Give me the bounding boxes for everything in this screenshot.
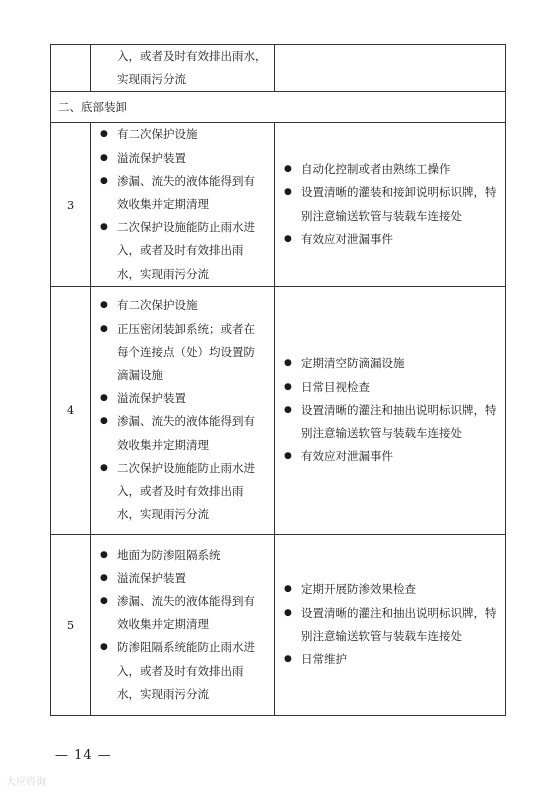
list-item: ● 溢流保护装置 — [91, 387, 266, 410]
list-item: ● 渗漏、流失的液体能得到有效收集并定期清理 — [91, 410, 266, 456]
page-number: — 14 — — [55, 748, 112, 763]
requirements-cell — [275, 45, 506, 92]
section-heading-row — [51, 92, 506, 123]
list-item: ● 有效应对泄漏事件 — [275, 228, 497, 251]
bullet-icon: ● — [284, 654, 292, 665]
requirements-cell — [275, 123, 506, 286]
row-number-cell: 4 — [51, 286, 91, 534]
measures-list — [91, 544, 274, 706]
table-row-continued — [51, 45, 506, 92]
row-number-cell: 5 — [51, 534, 91, 715]
list-item: ● 二次保护设施能防止雨水进入，或者及时有效排出雨水，实现雨污分流 — [91, 216, 266, 286]
bullet-icon: ● — [284, 164, 292, 175]
requirements-list — [275, 578, 505, 671]
list-item: ● 有二次保护设施 — [91, 123, 266, 146]
list-item: ● 渗漏、流失的液体能得到有效收集并定期清理 — [91, 170, 266, 216]
measures-cell — [91, 123, 275, 286]
bullet-icon: ● — [284, 358, 292, 369]
list-item: ● 溢流保护装置 — [91, 147, 266, 170]
bullet-icon: ● — [284, 233, 292, 244]
measures-cell — [91, 534, 275, 715]
bullet-icon: ● — [284, 451, 292, 462]
measures-list — [91, 123, 274, 285]
table-row — [51, 534, 506, 715]
table-row — [51, 286, 506, 534]
requirements-cell — [275, 534, 506, 715]
bullet-icon: ● — [100, 642, 108, 653]
bullet-icon: ● — [284, 381, 292, 392]
list-item: ● 正压密闭装卸系统；或者在每个连接点（处）均设置防滴漏设施 — [91, 318, 266, 388]
bullet-icon: ● — [284, 187, 292, 198]
list-item: ● 设置清晰的灌装和接卸说明标识牌，特别注意输送软管与装载车连接处 — [275, 181, 497, 227]
row-number-cell — [51, 45, 91, 92]
bullet-icon: ● — [100, 572, 108, 583]
requirements-cell — [275, 286, 506, 534]
bullet-icon: ● — [100, 129, 108, 140]
bullet-icon: ● — [100, 152, 108, 163]
table-row — [51, 123, 506, 286]
bullet-icon: ● — [284, 584, 292, 595]
requirements-list — [275, 158, 505, 251]
measures-table — [50, 44, 506, 716]
list-item: ● 设置清晰的灌注和抽出说明标识牌，特别注意输送软管与装载车连接处 — [275, 602, 497, 648]
requirements-list — [275, 352, 505, 468]
bullet-icon: ● — [100, 393, 108, 404]
list-item: ● 有二次保护设施 — [91, 294, 266, 317]
list-item: ● 渗漏、流失的液体能得到有效收集并定期清理 — [91, 590, 266, 636]
list-item: ● 日常目视检查 — [275, 376, 497, 399]
list-item: ● 自动化控制或者由熟练工操作 — [275, 158, 497, 181]
bullet-icon: ● — [100, 462, 108, 473]
list-item: ● 有效应对泄漏事件 — [275, 445, 497, 468]
list-item: ● 设置清晰的灌注和抽出说明标识牌，特别注意输送软管与装载车连接处 — [275, 399, 497, 445]
list-item: ● 地面为防渗阻隔系统 — [91, 544, 266, 567]
list-item: ● 日常维护 — [275, 648, 497, 671]
list-item: ● 溢流保护装置 — [91, 567, 266, 590]
bullet-icon: ● — [100, 222, 108, 233]
list-item: ● 定期清空防滴漏设施 — [275, 352, 497, 375]
bullet-icon: ● — [100, 323, 108, 334]
row-number-cell: 3 — [51, 123, 91, 286]
list-item: ● 定期开展防渗效果检查 — [275, 578, 497, 601]
section-heading: 二、底部装卸 — [51, 92, 506, 123]
continued-line-2: 实现雨污分流 — [117, 72, 186, 87]
measures-list — [91, 294, 274, 526]
list-item: ● 二次保护设施能防止雨水进入，或者及时有效排出雨水，实现雨污分流 — [91, 457, 266, 527]
measures-cell — [91, 286, 275, 534]
bullet-icon: ● — [284, 404, 292, 415]
list-item: ● 防渗阻隔系统能防止雨水进入，或者及时有效排出雨水，实现雨污分流 — [91, 636, 266, 706]
bullet-icon: ● — [100, 416, 108, 427]
bullet-icon: ● — [100, 549, 108, 560]
continued-line-1: 入，或者及时有效排出雨水， — [117, 49, 267, 63]
measures-cell — [91, 45, 275, 92]
bullet-icon: ● — [284, 607, 292, 618]
bullet-icon: ● — [100, 596, 108, 607]
bullet-icon: ● — [100, 175, 108, 186]
bullet-icon: ● — [100, 300, 108, 311]
watermark: 大应咨询 — [6, 777, 46, 788]
